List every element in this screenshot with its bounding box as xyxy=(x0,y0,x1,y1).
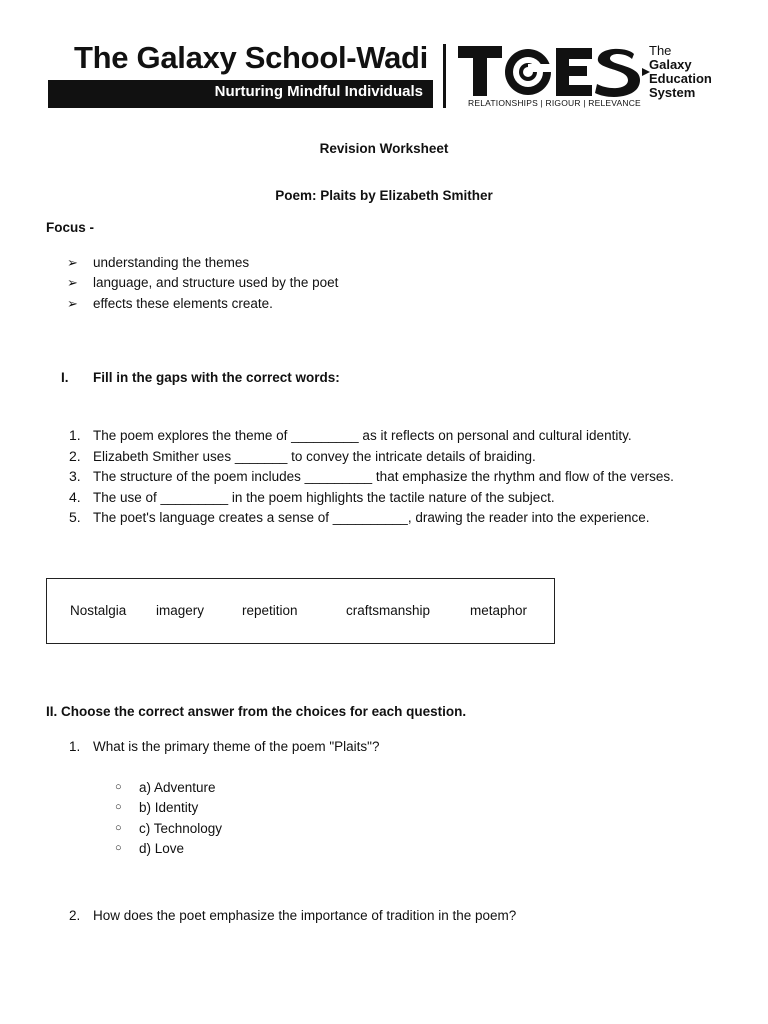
gap-question: The poem explores the theme of _________ as it reflects on personal and cultural identity. xyxy=(93,428,632,443)
question-number: 1. xyxy=(69,739,81,754)
section-two-heading: II. Choose the correct answer from the choices for each question. xyxy=(46,704,467,719)
mcq-option: c) Technology xyxy=(139,821,223,836)
focus-item: language, and structure used by the poet xyxy=(93,275,339,290)
system-name-line: The xyxy=(649,43,672,58)
gap-question: The structure of the poem includes _________ that emphasize the rhythm and flow of the verses. xyxy=(93,469,674,484)
option-circle-icon[interactable]: ○ xyxy=(115,842,122,854)
worksheet-title: Revision Worksheet xyxy=(319,141,449,156)
mcq-option: d) Love xyxy=(139,841,185,856)
word-bank-item: craftsmanship xyxy=(346,603,431,618)
focus-item: understanding the themes xyxy=(93,255,250,270)
school-name: The Galaxy School-Wadi xyxy=(74,40,428,75)
word-bank-item: metaphor xyxy=(470,603,528,618)
section-one-heading: Fill in the gaps with the correct words: xyxy=(93,370,340,385)
question-number: 5. xyxy=(69,509,81,525)
word-bank-item: imagery xyxy=(156,603,205,618)
system-name-line: Education xyxy=(649,71,712,86)
gap-question: The use of _________ in the poem highlights the tactile nature of the subject. xyxy=(93,490,555,505)
mcq-option: a) Adventure xyxy=(139,780,216,795)
option-circle-icon[interactable]: ○ xyxy=(115,822,122,834)
tges-system-name xyxy=(649,44,712,100)
header-divider xyxy=(443,44,446,108)
word-bank-item: Nostalgia xyxy=(70,603,127,618)
arrow-bullet-icon: ➢ xyxy=(67,255,78,270)
focus-heading: Focus - xyxy=(46,220,95,235)
mcq-question: What is the primary theme of the poem "Plaits"? xyxy=(93,739,380,754)
option-circle-icon[interactable]: ○ xyxy=(115,801,122,813)
option-circle-icon[interactable]: ○ xyxy=(115,781,122,793)
system-name-line: System xyxy=(649,85,696,100)
word-bank-item: repetition xyxy=(242,603,298,618)
tges-logo xyxy=(456,44,652,100)
poem-title: Poem: Plaits by Elizabeth Smither xyxy=(275,188,493,203)
gap-question: The poet's language creates a sense of __________, drawing the reader into the experience. xyxy=(93,510,650,525)
system-name-line: Galaxy xyxy=(649,57,692,72)
question-number: 3. xyxy=(69,468,81,484)
question-number: 4. xyxy=(69,489,81,505)
word-bank xyxy=(46,578,555,644)
school-tagline: Nurturing Mindful Individuals xyxy=(214,83,423,100)
question-number: 2. xyxy=(69,908,81,923)
mcq-question: How does the poet emphasize the importance of tradition in the poem? xyxy=(93,908,517,923)
mcq-option: b) Identity xyxy=(139,800,199,815)
focus-item: effects these elements create. xyxy=(93,296,273,311)
arrow-bullet-icon: ➢ xyxy=(67,296,78,311)
gap-question: Elizabeth Smither uses _______ to convey the intricate details of braiding. xyxy=(93,449,536,464)
tagline-bar xyxy=(48,80,433,108)
tges-tagline: RELATIONSHIPS | RIGOUR | RELEVANCE xyxy=(468,98,641,108)
arrow-bullet-icon: ➢ xyxy=(67,275,78,290)
question-number: 2. xyxy=(69,448,81,464)
question-number: 1. xyxy=(69,427,81,443)
section-one-numeral: I. xyxy=(61,370,69,385)
